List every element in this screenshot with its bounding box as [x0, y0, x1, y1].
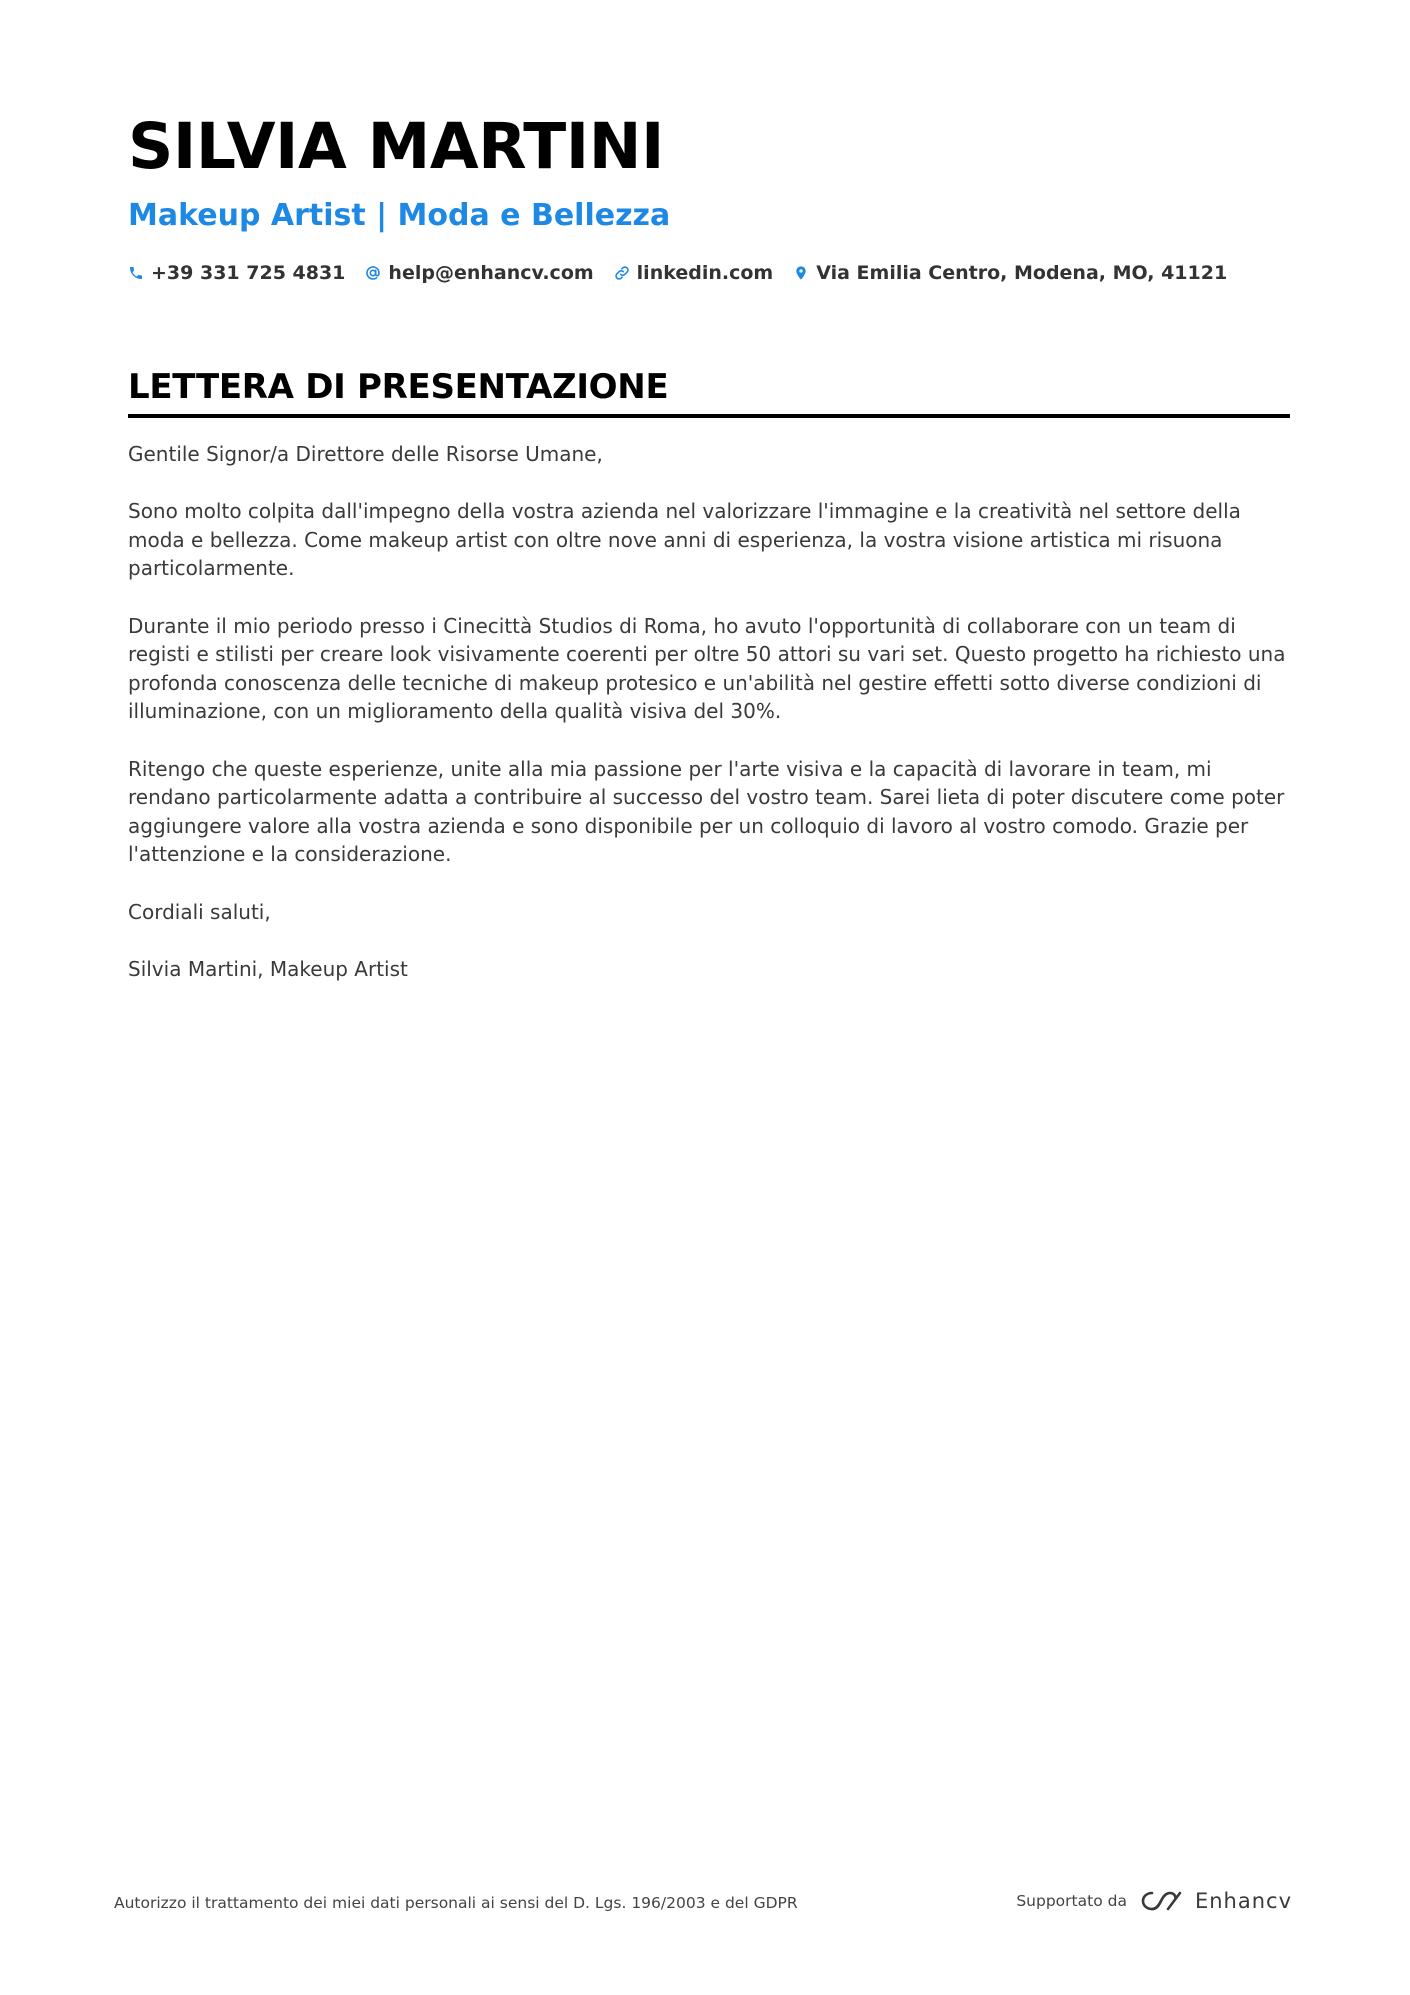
gdpr-consent: Autorizzo il trattamento dei miei dati personali ai sensi del D. Lgs. 196/2003 e del GDPR	[114, 1894, 798, 1912]
contact-phone-text: +39 331 725 4831	[151, 262, 346, 284]
candidate-title: Makeup Artist | Moda e Bellezza	[128, 198, 671, 233]
contact-email[interactable]	[365, 262, 593, 284]
letter-paragraph: Ritengo che queste esperienze, unite alla mia passione per l'arte visiva e la capacità di lavorare in team, mi rendano particolarmente adatta a contribuire al successo del vostro team. Sarei lieta di poter discutere come poter aggiungere valore alla vostra azienda e sono disponibile per un colloquio di lavoro al vostro comodo. Grazie per l'attenzione e la considerazione.	[128, 756, 1285, 867]
candidate-name: SILVIA MARTINI	[128, 110, 664, 183]
letter-paragraph: Durante il mio periodo presso i Cinecittà Studios di Roma, ho avuto l'opportunità di collaborare con un team di registi e stilisti per creare look visivamente coerenti per oltre 50 attori su vari set. Questo progetto ha richiesto una profonda conoscenza delle tecniche di makeup protesico e un'abilità nel gestire effetti sotto diverse condizioni di illuminazione, con un miglioramento della qualità visiva del 30%.	[128, 613, 1286, 724]
contact-location-text: Via Emilia Centro, Modena, MO, 41121	[816, 262, 1228, 284]
contact-linkedin[interactable]	[614, 262, 774, 284]
location-pin-icon	[793, 265, 809, 281]
header	[128, 108, 1288, 284]
phone-icon	[128, 265, 144, 281]
enhancv-logo-icon	[1139, 1888, 1185, 1914]
letter-body	[128, 440, 1294, 1012]
supported-by-label: Supportato da	[1016, 1892, 1127, 1910]
brand-logo[interactable]	[1139, 1888, 1292, 1914]
powered-by[interactable]	[1016, 1888, 1292, 1914]
letter-salutation: Gentile Signor/a Direttore delle Risorse Umane,	[128, 442, 603, 466]
at-icon	[365, 265, 381, 281]
contact-email-text: help@enhancv.com	[388, 262, 594, 284]
letter-closing: Cordiali saluti,	[128, 899, 271, 924]
letter-paragraph: Sono molto colpita dall'impegno della vostra azienda nel valorizzare l'immagine e la creatività nel settore della moda e bellezza. Come makeup artist con oltre nove anni di esperienza, la vostra visione artistica mi risuona particolarmente.	[128, 499, 1241, 581]
contact-location	[793, 262, 1227, 284]
contact-phone[interactable]	[128, 262, 345, 284]
link-icon	[614, 265, 630, 281]
section-heading: LETTERA DI PRESENTAZIONE	[128, 364, 1290, 418]
contact-bar	[128, 262, 1288, 284]
brand-name: Enhancv	[1194, 1889, 1292, 1913]
contact-linkedin-text: linkedin.com	[636, 262, 774, 284]
letter-signature: Silvia Martini, Makeup Artist	[128, 956, 408, 981]
